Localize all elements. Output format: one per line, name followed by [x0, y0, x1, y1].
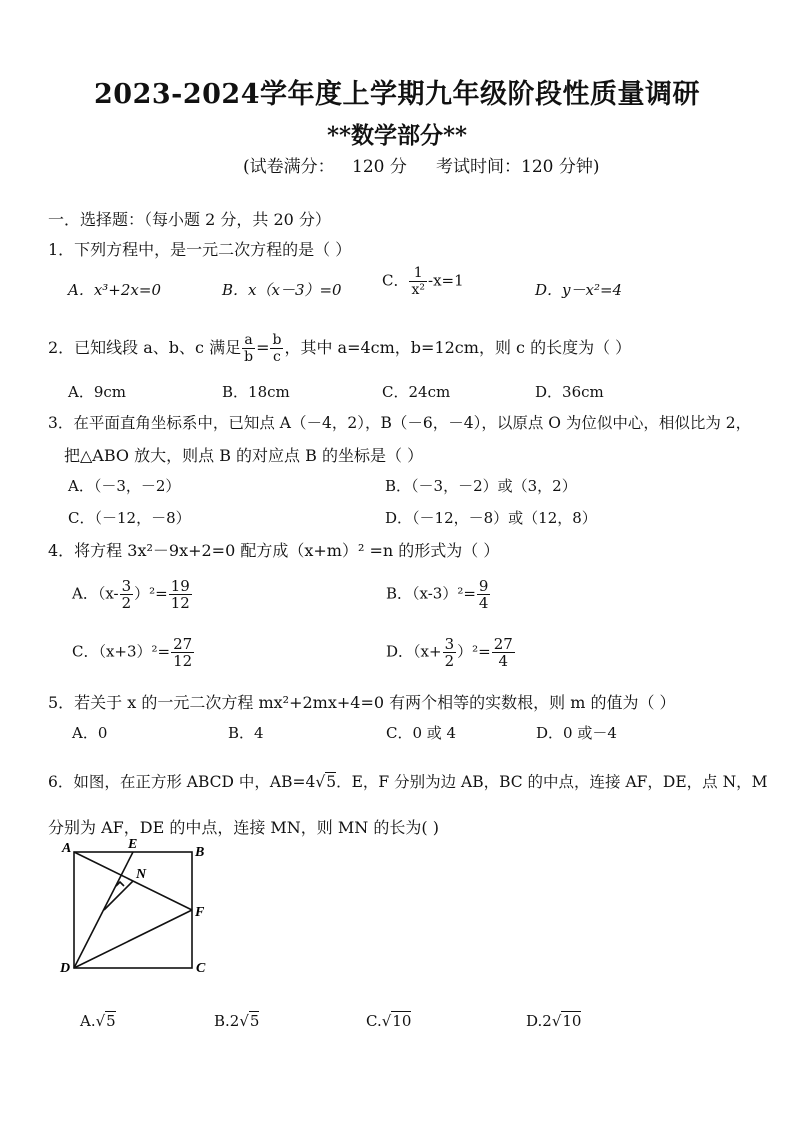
q2-f2-numerator: b	[272, 332, 282, 348]
q6-option-a	[80, 1012, 116, 1030]
q4-stem: 4．将方程 3x²－9x+2=0 配方成（x+m）² =n 的形式为（ ）	[48, 541, 500, 560]
square-outline	[74, 852, 192, 968]
q1-option-c-suffix: -x=1	[428, 271, 464, 290]
time-label: 考试时间：120 分钟)	[436, 157, 600, 177]
q6-line1-pre: 6．如图，在正方形 ABCD 中，AB=4	[48, 773, 316, 791]
q6-option-b	[214, 1012, 259, 1030]
q6-c-prefix: C.	[366, 1012, 382, 1030]
q4-c-fraction	[171, 636, 194, 669]
q5-option-c: C．0 或 4	[386, 724, 457, 742]
q2-stem-post: ，其中 a=4cm，b=12cm，则 c 的长度为（ ）	[284, 338, 632, 357]
q6-stem-line2: 分别为 AF，DE 的中点，连接 MN，则 MN 的长为( )	[48, 818, 439, 837]
q4-b-numerator: 9	[478, 577, 489, 595]
q2-f1-numerator: a	[242, 332, 255, 349]
q1-option-a: A．x³+2x=0	[68, 281, 161, 299]
q4-d-fraction	[492, 636, 515, 669]
q3-option-a: A．（－3，－2）	[68, 477, 181, 495]
q4-a-inner-fraction	[120, 578, 134, 611]
q6-a-prefix: A.	[80, 1012, 96, 1030]
q2-option-d: D．36cm	[535, 383, 604, 401]
q4-a-inner-numerator: 3	[121, 577, 132, 595]
score-label: (试卷满分：	[243, 157, 335, 177]
q4-a-denominator: 12	[170, 594, 190, 612]
q2-option-b: B．18cm	[222, 383, 290, 401]
q6-option-d	[526, 1012, 581, 1030]
segment-mn	[104, 881, 133, 910]
q2-fraction-ab	[242, 332, 255, 365]
q4-option-d	[386, 636, 516, 669]
q2-option-c: C．24cm	[382, 383, 451, 401]
q3-option-d: D．（－12，－8）或（12，8）	[385, 509, 597, 527]
segment-df	[74, 910, 192, 968]
label-n: N	[136, 867, 147, 882]
q4-d-prefix: D．（x+	[386, 642, 442, 661]
label-b: B	[195, 845, 205, 860]
q2-f2-denominator: c	[273, 349, 281, 365]
q5-stem: 5．若关于 x 的一元二次方程 mx²+2mx+4=0 有两个相等的实数根，则 m 的值为（ ）	[48, 693, 676, 712]
q5-option-a: A．0	[72, 724, 108, 742]
label-c: C	[196, 961, 206, 976]
q3-stem-line2: 把△ABO 放大，则点 B 的对应点 B 的坐标是（ ）	[64, 446, 424, 465]
q6-d-sqrt-sign: √	[551, 1012, 562, 1030]
q6-option-c	[366, 1012, 411, 1030]
q6-line1-radicand: 5	[326, 773, 337, 791]
q4-a-fraction	[169, 578, 192, 611]
q1-option-d: D．y－x²=4	[535, 281, 623, 299]
q4-option-c	[72, 636, 195, 669]
q6-d-radicand: 10	[562, 1012, 582, 1030]
q4-b-fraction	[477, 578, 491, 611]
q6-line1-post: ．E，F 分别为边 AB，BC 的中点，连接 AF，DE，点 N，M	[336, 773, 768, 791]
q4-b-prefix: B．（x-3）²=	[386, 584, 476, 603]
q5-option-b: B．4	[228, 724, 264, 742]
label-a: A	[62, 841, 72, 856]
segment-de	[74, 852, 133, 968]
q6-b-radicand: 5	[249, 1012, 260, 1030]
q5-option-d: D．0 或－4	[536, 724, 617, 742]
exam-subtitle: **数学部分**	[326, 122, 468, 149]
q4-d-inner-denominator: 2	[444, 652, 455, 670]
score-value: 120 分	[352, 157, 407, 177]
q4-option-a	[72, 578, 193, 611]
q3-stem-line1: 3．在平面直角坐标系中，已知点 A（－4，2），B（－6，－4），以原点 O 为位似中心，相似比为 2，	[48, 414, 752, 432]
section-heading: 一．选择题：（每小题 2 分，共 20 分）	[48, 210, 331, 229]
q4-a-inner-denominator: 2	[121, 594, 132, 612]
q2-fraction-bc	[270, 332, 283, 365]
q4-d-inner-numerator: 3	[444, 635, 455, 653]
q1-option-c	[382, 265, 464, 298]
q3-option-b: B．（－3，－2）或（3，2）	[385, 477, 577, 495]
q4-d-inner-fraction	[443, 636, 457, 669]
q6-c-sqrt-sign: √	[381, 1012, 392, 1030]
q2-equals: =	[256, 338, 270, 357]
q4-c-prefix: C．（x+3）²=	[72, 642, 171, 661]
q4-d-denominator: 4	[498, 652, 509, 670]
exam-title: 2023-2024学年度上学期九年级阶段性质量调研	[94, 79, 700, 110]
q6-a-radicand: 5	[106, 1012, 116, 1030]
q4-a-numerator: 19	[170, 577, 190, 595]
q6-stem-line1	[48, 770, 768, 792]
q6-sqrt-sign: √	[315, 773, 326, 791]
q2-f1-denominator: b	[244, 349, 254, 365]
q2-option-a: A．9cm	[68, 383, 127, 401]
q1-option-c-fraction	[409, 265, 427, 298]
q1-stem: 1．下列方程中，是一元二次方程的是（ ）	[48, 240, 352, 259]
label-f: F	[195, 905, 205, 920]
q6-b-sqrt-sign: √	[239, 1012, 249, 1030]
q6-b-prefix: B.2	[214, 1012, 240, 1030]
q6-c-radicand: 10	[392, 1012, 412, 1030]
q4-c-denominator: 12	[173, 652, 193, 670]
q1-c-denominator: x²	[411, 282, 425, 298]
q3-option-c: C．（－12，－8）	[68, 509, 191, 527]
q2-stem-pre: 2．已知线段 a、b、c 满足	[48, 338, 242, 357]
q4-b-denominator: 4	[478, 594, 489, 612]
square-figure	[56, 838, 216, 978]
q1-c-numerator: 1	[409, 265, 427, 282]
q4-d-middle: ）²=	[457, 642, 491, 661]
q6-d-prefix: D.2	[526, 1012, 552, 1030]
q4-a-prefix: A．（x-	[72, 584, 119, 603]
label-e: E	[128, 838, 138, 852]
q4-c-numerator: 27	[173, 635, 193, 653]
q1-option-b: B．x（x－3）=0	[222, 281, 342, 299]
label-d: D	[60, 961, 71, 976]
q4-d-numerator: 27	[493, 635, 513, 653]
q1-option-c-prefix: C．	[382, 271, 409, 290]
q2-stem	[48, 332, 631, 365]
q4-option-b	[386, 578, 491, 611]
q4-a-middle: ）²=	[134, 584, 168, 603]
q6-a-sqrt-sign: √	[95, 1012, 106, 1030]
